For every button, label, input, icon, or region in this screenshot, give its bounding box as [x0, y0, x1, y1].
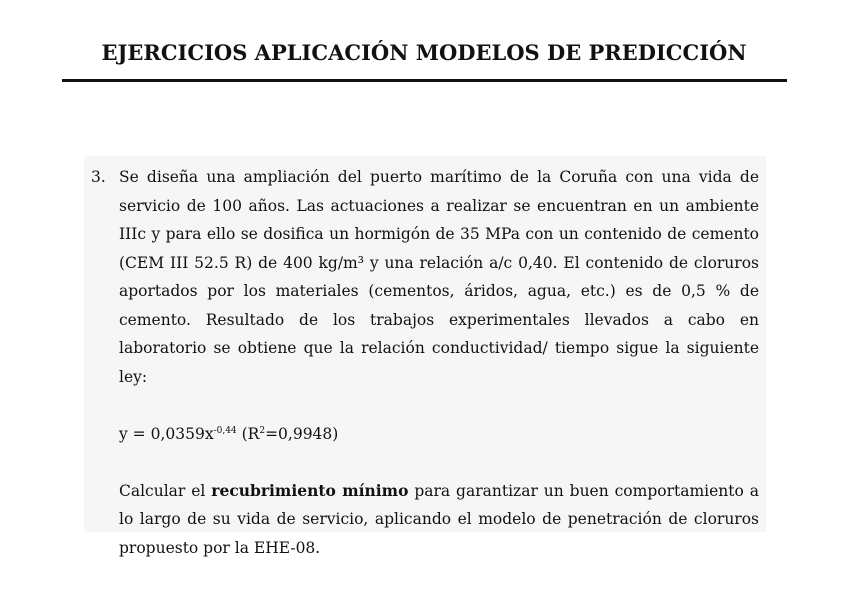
title-underline [62, 79, 787, 82]
blank-line [119, 448, 759, 477]
formula [119, 420, 759, 449]
exercise-statement: Se diseña una ampliación del puerto marítimo de la Coruña con una vida de servicio de 100 años. Las actuaciones a realizar se encuentran en un ambiente IIIc y para ello se dosifica un hormigón de 35 MPa con un contenido de cemento (CEM III 52.5 R) de 400 kg/m³ y una relación a/c 0,40. El contenido de cloruros aportados por los materiales (cementos, áridos, agua, etc.) es de 0,5 % de cemento. Resultado de los trabajos experimentales llevados a cabo en laboratorio se obtiene que la relación conductividad/ tiempo sigue la siguiente ley: [119, 168, 759, 386]
task-emphasis: recubrimiento mínimo [211, 480, 409, 500]
formula-lhs: y = 0,0359x [119, 424, 214, 443]
exercise-body [119, 163, 759, 562]
task-rest: para garantizar un buen comportamiento a lo largo de su vida de servicio, aplicando el modelo de penetración de cloruros propuesto por la EHE-08. [119, 481, 759, 557]
formula-r-open: (R [236, 424, 260, 443]
formula-exponent: -0,44 [213, 425, 237, 436]
blank-line [119, 391, 759, 420]
formula-r-exponent: 2 [259, 425, 266, 436]
page-title: EJERCICIOS APLICACIÓN MODELOS DE PREDICCIÓN [101, 40, 747, 65]
exercise-number: 3. [91, 168, 106, 186]
exercise-task [119, 477, 759, 563]
task-intro: Calcular el [119, 481, 212, 500]
formula-r-value: =0,9948) [265, 424, 339, 443]
